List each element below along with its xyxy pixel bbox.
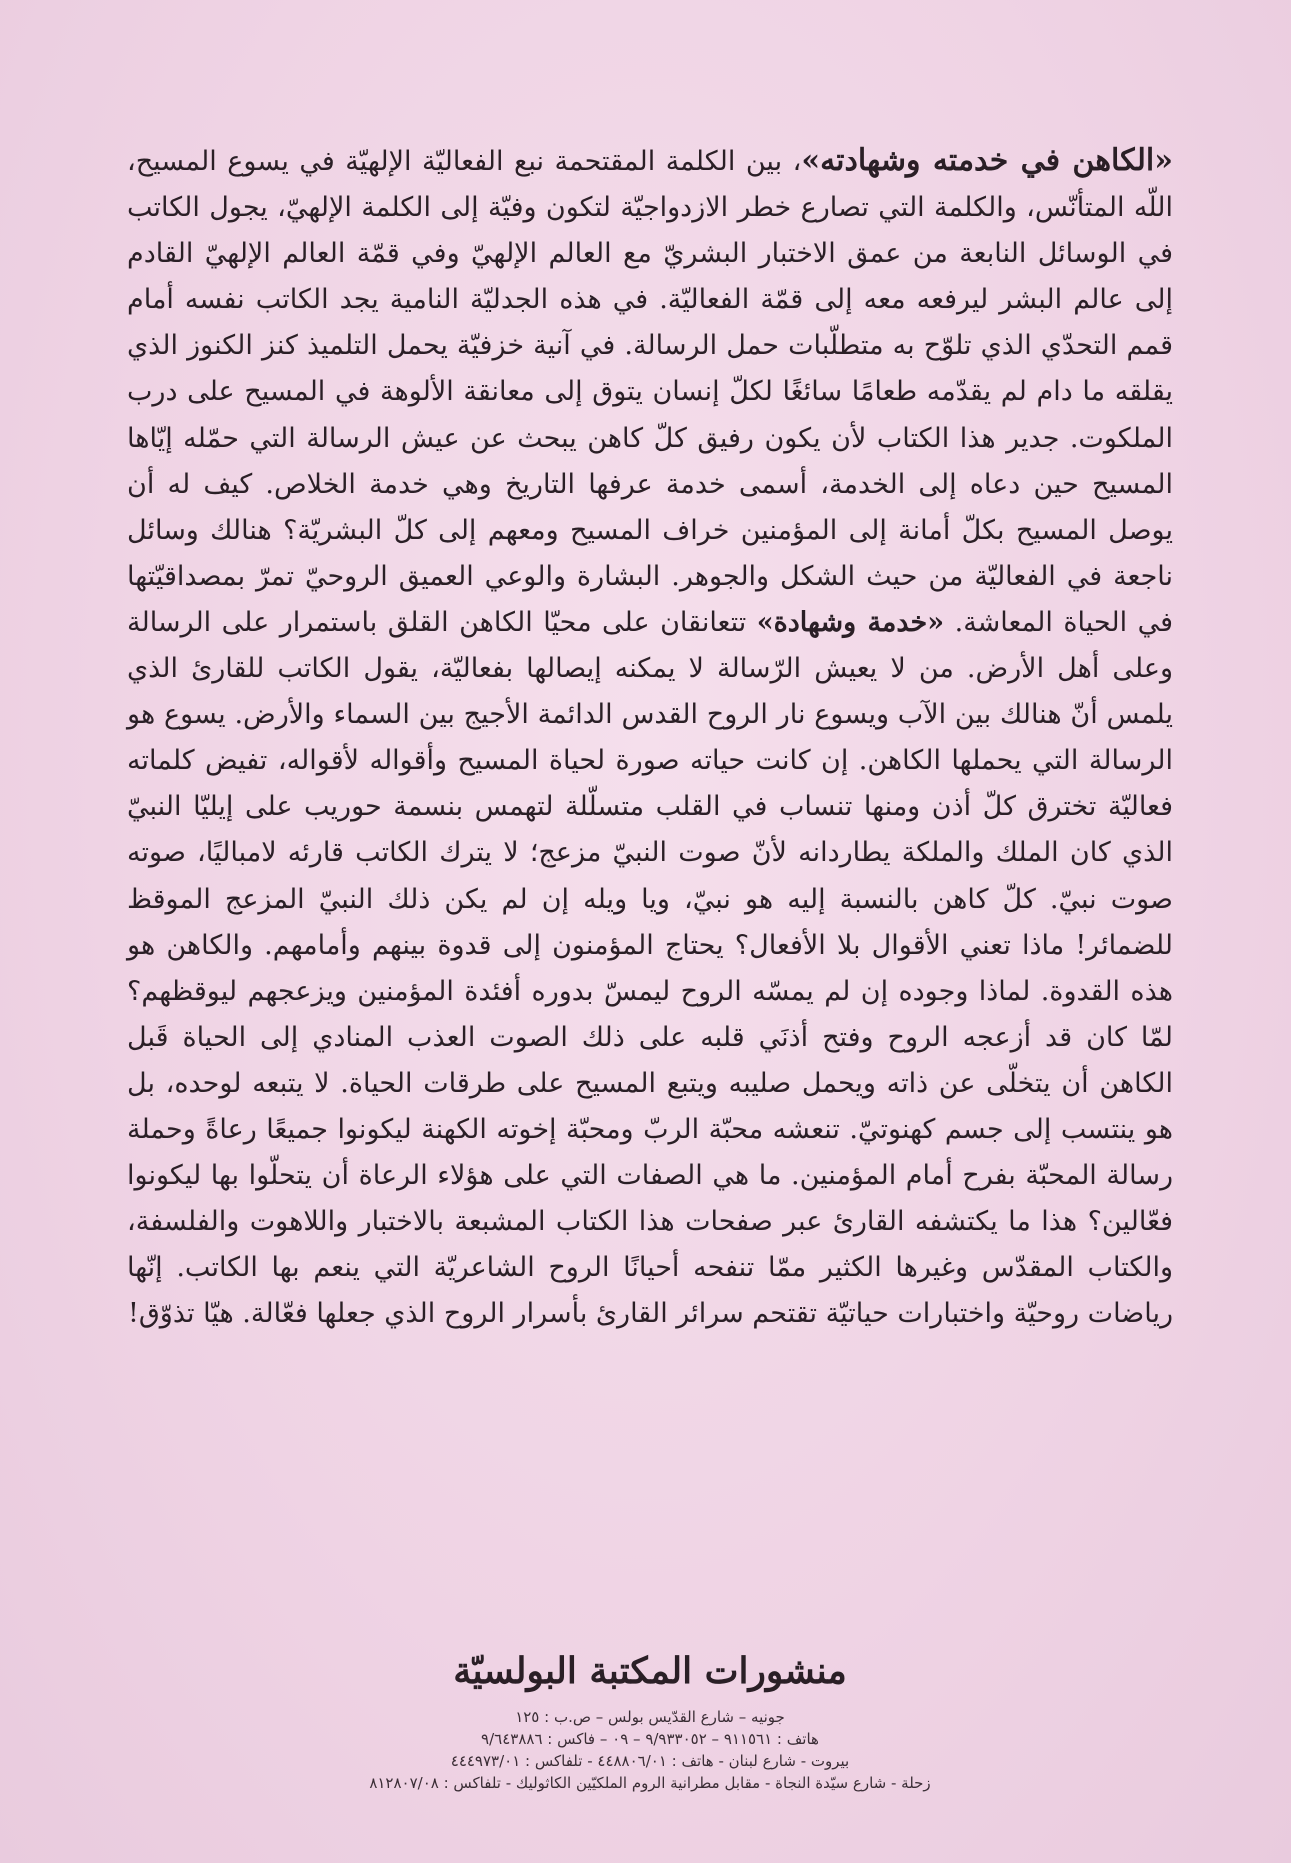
blurb-part-1: ، بين الكلمة المقتحمة نبع الفعاليّة الإلهيّة في يسوع المسيح، اللّه المتأنّس، والكلمة التي تصارع خطر الازدواجيّة لتكون وفيّة إلى الكلمة الإلهيّ، يجول الكاتب في الوسائل النابعة من عمق الاختبار البشريّ مع العالم الإلهيّ وفي قمّة العالم الإلهيّ القادم إلى عالم البشر ليرفعه معه إلى قمّة الفعاليّة. في هذه الجدليّة النامية يجد الكاتب نفسه أمام قمم التحدّي الذي تلوّح به متطلّبات حمل الرسالة. في آنية خزفيّة يحمل التلميذ كنز الكنوز الذي يقلقه ما دام لم يقدّمه طعامًا سائغًا لكلّ إنسان يتوق إلى معانقة الألوهة في المسيح على درب الملكوت. جدير هذا الكتاب لأن يكون رفيق كلّ كاهن يبحث عن عيش الرسالة التي حمّله إيّاها المسيح حين دعاه إلى الخدمة، أسمى خدمة عرفها التاريخ وهي خدمة الخلاص. كيف له أن يوصل المسيح بكلّ أمانة إلى المؤمنين خراف المسيح ومعهم إلى كلّ البشريّة؟ هنالك وسائل ناجعة في الفعاليّة من حيث الشكل والجوهر. البشارة والوعي العميق الروحيّ تمرّ بمصداقيّتها في الحياة المعاشة. xyxy=(127,146,1173,638)
address-jounieh: جونيه – شارع القدّيس بولس – ص.ب : ١٢٥ xyxy=(515,1708,785,1726)
book-title-phrase: «الكاهن في خدمته وشهادته» xyxy=(801,143,1173,178)
address-zahle: زحلة - شارع سيّدة النجاة - مقابل مطرانية الروم الملكيّين الكاثوليك - تلفاكس : ٨١٢٨٠٧/٠٨ xyxy=(369,1774,931,1792)
publisher-block xyxy=(330,1650,970,1794)
address-beirut: بيروت - شارع لبنان - هاتف : ٤٤٨٨٠٦/٠١ - تلفاكس : ٤٤٤٩٧٣/٠١ xyxy=(450,1752,850,1770)
publisher-logo: منشورات المكتبة البولسيّة xyxy=(453,1650,847,1692)
blurb-part-2: تتعانقان على محيّا الكاهن القلق باستمرار على الرسالة وعلى أهل الأرض. من لا يعيش الرّسالة لا يمكنه إيصالها بفعاليّة، يقول الكاتب للقارئ الذي يلمس أنّ هنالك بين الآب ويسوع نار الروح القدس الدائمة الأجيج بين السماء والأرض. يسوع هو الرسالة التي يحملها الكاهن. إن كانت حياته صورة لحياة المسيح وأقواله لأقواله، تفيض كلماته فعاليّة تخترق كلّ أذن ومنها تنساب في القلب متسلّلة لتهمس بنسمة حوريب على إيليّا النبيّ الذي كان الملك والملكة يطاردانه لأنّ صوت النبيّ مزعج؛ لا يترك الكاتب قارئه لامباليًا، صوته صوت نبيّ. كلّ كاهن بالنسبة إليه هو نبيّ، ويا ويله إن لم يكن ذلك النبيّ المزعج الموقظ للضمائر! ماذا تعني الأقوال بلا الأفعال؟ يحتاج المؤمنون إلى قدوة بينهم وأمامهم. والكاهن هو هذه القدوة. لماذا وجوده إن لم يمسّه الروح ليمسّ بدوره أفئدة المؤمنين ويزعجهم ليوقظهم؟ لمّا كان قد أزعجه الروح وفتح أذنَي قلبه على ذلك الصوت العذب المنادي إلى الحياة قَبل الكاهن أن يتخلّى عن ذاته ويحمل صليبه ويتبع المسيح على طرقات الحياة. لا يتبعه لوحده، بل هو ينتسب إلى جسم كهنوتيّ. تنعشه محبّة الربّ ومحبّة إخوته الكهنة ليكونوا جميعًا رعاةً وحملة رسالة المحبّة بفرح أمام المؤمنين. ما هي الصفات التي على هؤلاء الرعاة أن يتحلّوا بها ليكونوا فعّالين؟ هذا ما يكتشفه القارئ عبر صفحات هذا الكتاب المشبعة بالاختبار واللاهوت والفلسفة، والكتاب المقدّس وغيرها الكثير ممّا تنفحه أحيانًا الروح الشاعريّة التي ينعم بها الكاتب. إنّها رياضات روحيّة واختبارات حياتيّة تقتحم سرائر القارئ بأسرار الروح الذي جعلها فعّالة. هيّا تذوّق! xyxy=(127,606,1173,1330)
phone-fax-jounieh: هاتف : ٩١١٥٦١ – ٩/٩٣٣٠٥٢ – ٠٩ – فاكس : ٩/٦٤٣٨٨٦ xyxy=(481,1730,819,1748)
emphasis-phrase: «خدمة وشهادة» xyxy=(756,606,945,638)
blurb-text xyxy=(127,138,1173,1337)
